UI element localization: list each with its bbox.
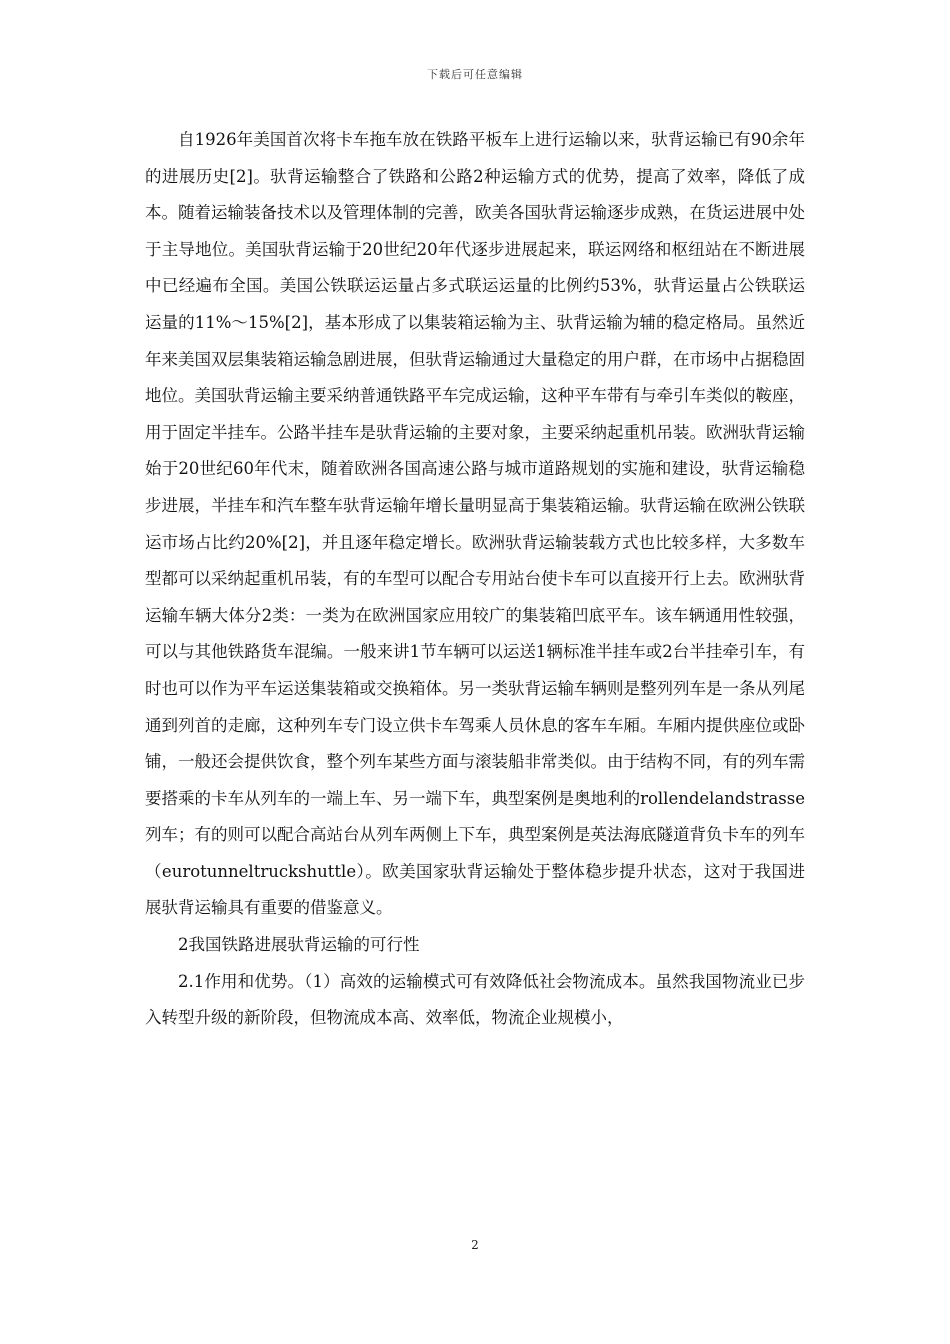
page-number: 2 [471,1238,479,1252]
document-body [145,122,805,1037]
paragraph-role-advantages: 2.1作用和优势。（1）高效的运输模式可有效降低社会物流成本。虽然我国物流业已步入转型升级的新阶段，但物流成本高、效率低，物流企业规模小， [145,971,805,1028]
section-heading-feasibility: 2我国铁路进展驮背运输的可行性 [178,935,420,955]
paragraph-history: 自1926年美国首次将卡车拖车放在铁路平板车上进行运输以来，驮背运输已有90余年的进展历史[2]。驮背运输整合了铁路和公路2种运输方式的优势，提高了效率，降低了成本。随着运输装备技术以及管理体制的完善，欧美各国驮背运输逐步成熟，在货运进展中处于主导地位。美国驮背运输于20世纪20年代逐步进展起来，联运网络和枢纽站在不断进展中已经遍布全国。美国公铁联运运量占多式联运运量的比例约53%，驮背运量占公铁联运运量的11%～15%[2]，基本形成了以集装箱运输为主、驮背运输为辅的稳定格局。虽然近年来美国双层集装箱运输急剧进展，但驮背运输通过大量稳定的用户群，在市场中占据稳固地位。美国驮背运输主要采纳普通铁路平车完成运输，这种平车带有与牵引车类似的鞍座，用于固定半挂车。公路半挂车是驮背运输的主要对象，主要采纳起重机吊装。欧洲驮背运输始于20世纪60年代末，随着欧洲各国高速公路与城市道路规划的实施和建设，驮背运输稳步进展，半挂车和汽车整车驮背运输年增长量明显高于集装箱运输。驮背运输在欧洲公铁联运市场占比约20%[2]，并且逐年稳定增长。欧洲驮背运输装载方式也比较多样，大多数车型都可以采纳起重机吊装，有的车型可以配合专用站台使卡车可以直接开行上去。欧洲驮背运输车辆大体分2类：一类为在欧洲国家应用较广的集装箱凹底平车。该车辆通用性较强，可以与其他铁路货车混编。一般来讲1节车辆可以运送1辆标准半挂车或2台半挂牵引车，有时也可以作为平车运送集装箱或交换箱体。另一类驮背运输车辆则是整列列车是一条从列尾通到列首的走廊，这种列车专门设立供卡车驾乘人员休息的客车车厢。车厢内提供座位或卧铺，一般还会提供饮食，整个列车某些方面与滚装船非常类似。由于结构不同，有的列车需要搭乘的卡车从列车的一端上车、另一端下车，典型案例是奥地利的rollendelandstrasse列车；有的则可以配合高站台从列车两侧上下车，典型案例是英法海底隧道背负卡车的列车（eurotunneltruckshuttle）。欧美国家驮背运输处于整体稳步提升状态，这对于我国进展驮背运输具有重要的借鉴意义。 [145,130,805,918]
page-header: 下载后可任意编辑 [427,68,523,81]
